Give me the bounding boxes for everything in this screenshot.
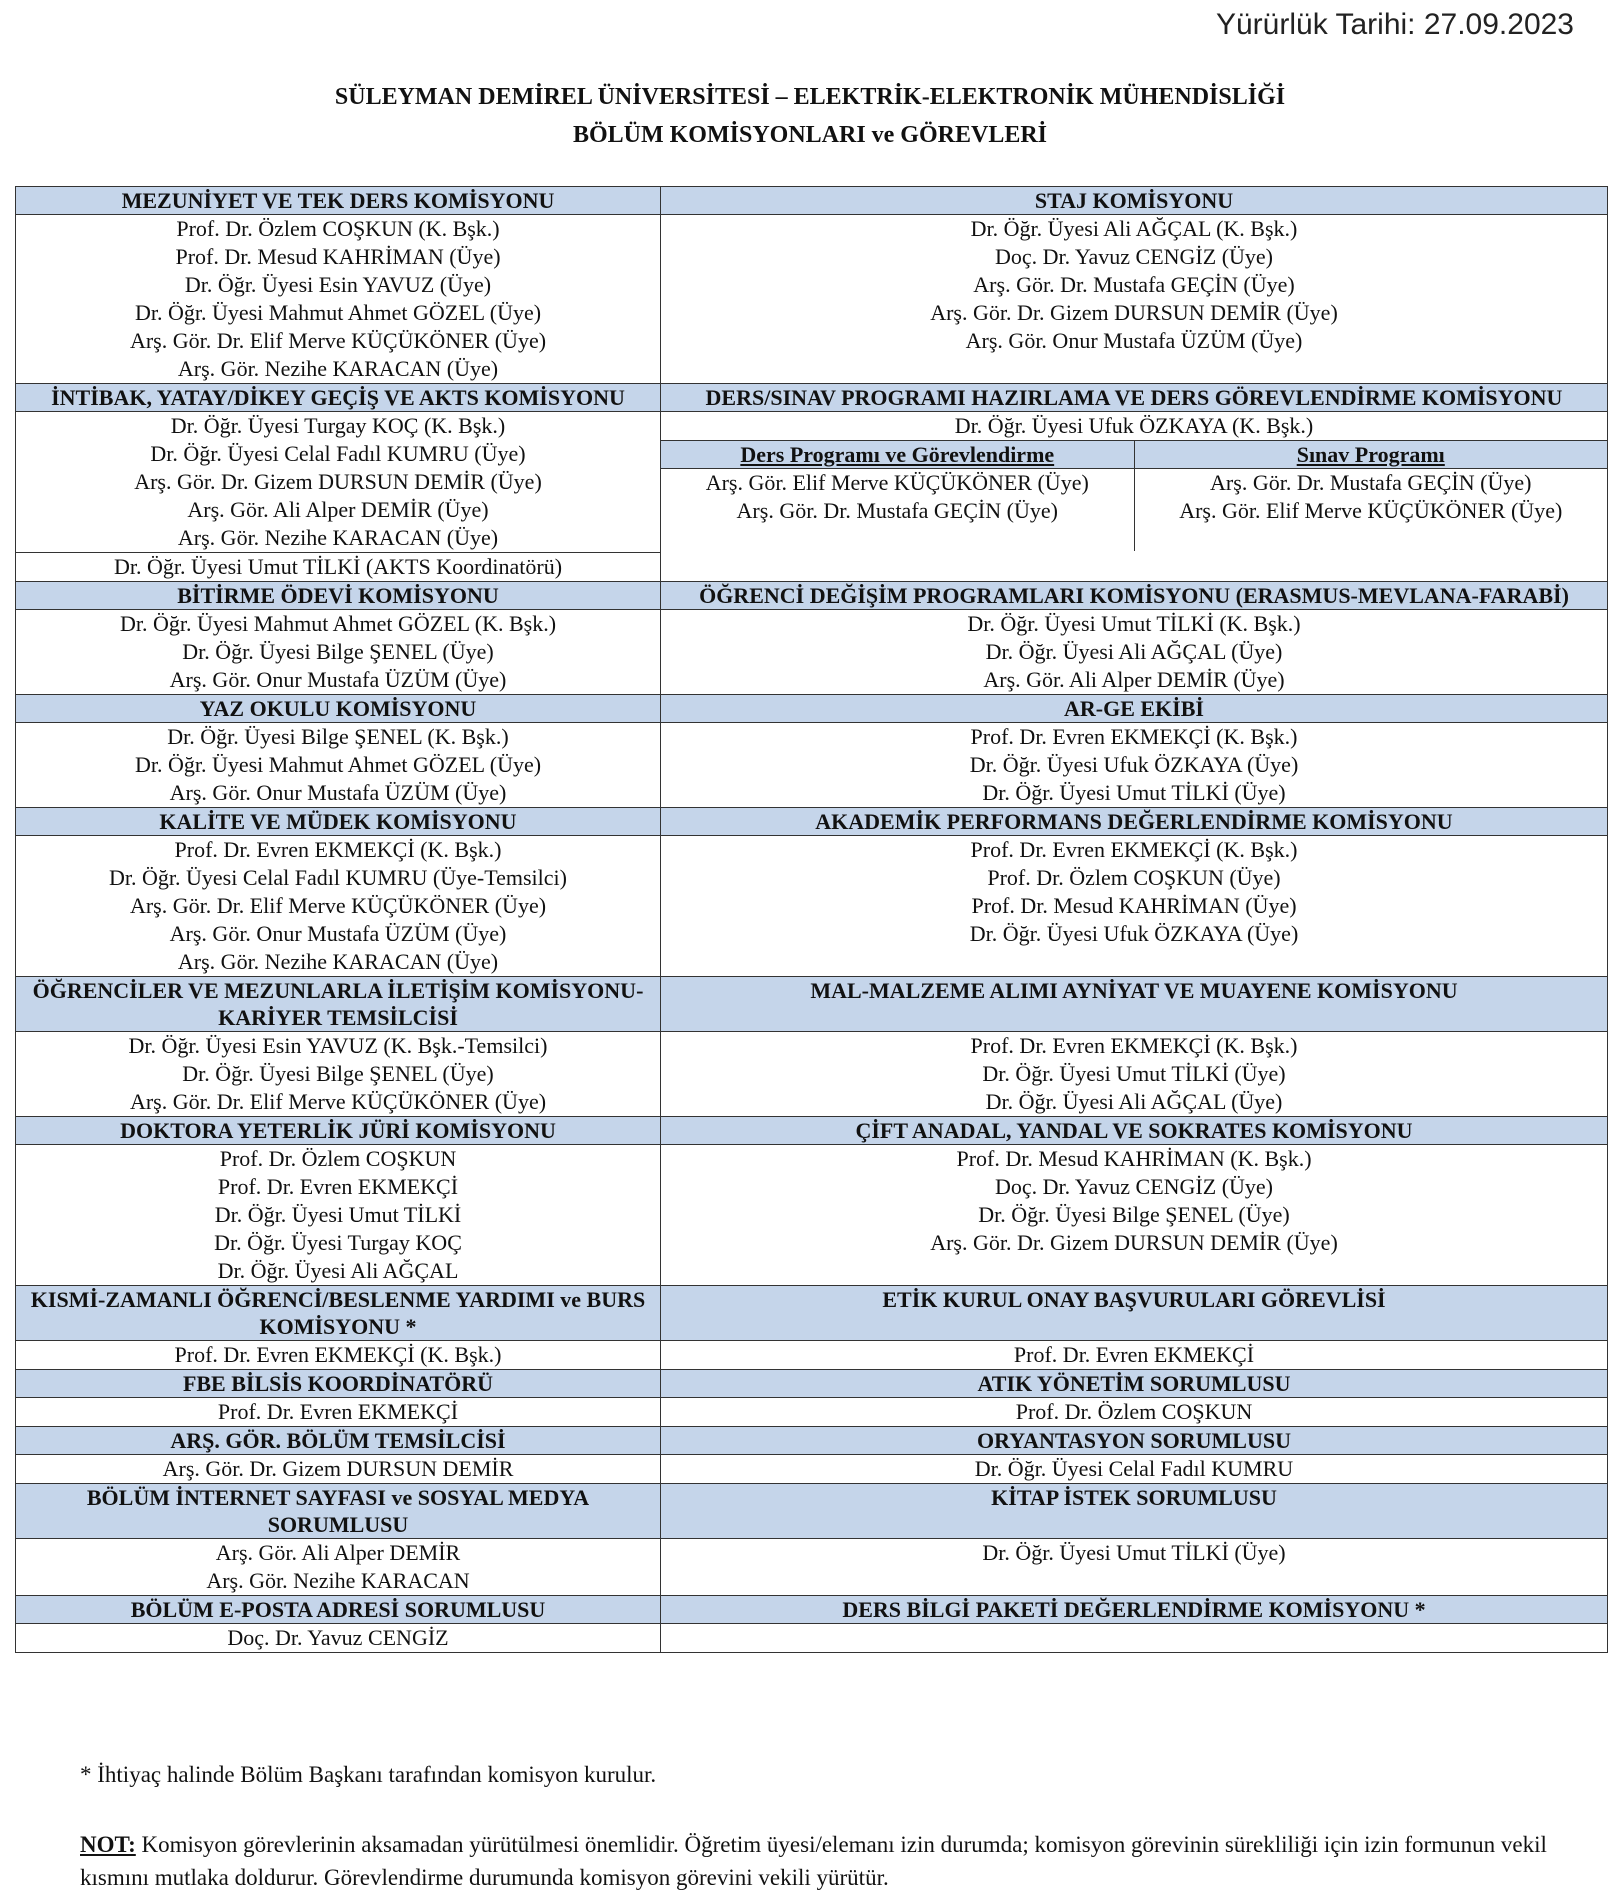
committee-members [661,723,1608,808]
note-paragraph [80,1828,1570,1894]
member-name: Dr. Öğr. Üyesi Mahmut Ahmet GÖZEL (Üye) [134,300,542,325]
committee-members [661,215,1608,384]
committee-members-row [16,1455,1608,1484]
member-name: Dr. Öğr. Üyesi Bilge ŞENEL (Üye) [978,1202,1290,1227]
member-name: Prof. Dr. Evren EKMEKÇİ (K. Bşk.) [174,837,502,862]
member-name: Dr. Öğr. Üyesi Esin YAVUZ (Üye) [184,272,492,297]
committee-header-row [16,695,1608,723]
effective-date: Yürürlük Tarihi: 27.09.2023 [1215,8,1574,41]
committee-title: STAJ KOMİSYONU [661,187,1608,215]
committee-members [661,1455,1608,1484]
member-name: Dr. Öğr. Üyesi Mahmut Ahmet GÖZEL (Üye) [134,752,542,777]
member-name: Dr. Öğr. Üyesi Ali AĞÇAL (Üye) [985,639,1283,664]
committee-header-row [16,977,1608,1032]
committee-members [16,412,661,582]
committee-members-row [16,610,1608,695]
committee-title: ETİK KURUL ONAY BAŞVURULARI GÖREVLİSİ [661,1286,1608,1341]
committee-members [16,836,661,977]
sub-program-table [661,440,1607,551]
committee-title: ORYANTASYON SORUMLUSU [661,1427,1608,1455]
committee-title: FBE BİLSİS KOORDİNATÖRÜ [16,1370,661,1398]
committee-members [16,1539,661,1596]
committee-header-row [16,808,1608,836]
committee-members-row [16,1398,1608,1427]
committee-members [16,1398,661,1427]
member-name: Dr. Öğr. Üyesi Mahmut Ahmet GÖZEL (K. Bşk.) [119,611,557,636]
sub-program-members [1134,469,1607,552]
member-name: Dr. Öğr. Üyesi Turgay KOÇ (K. Bşk.) [170,413,506,438]
member-name: Arş. Gör. Dr. Gizem DURSUN DEMİR (Üye) [930,1230,1338,1255]
member-name: Dr. Öğr. Üyesi Umut TİLKİ (K. Bşk.) [967,611,1301,636]
committee-title: ÖĞRENCİLER VE MEZUNLARLA İLETİŞİM KOMİSYONU-KARİYER TEMSİLCİSİ [16,977,661,1032]
member-name: Dr. Öğr. Üyesi Ali AĞÇAL (K. Bşk.) [970,216,1298,241]
member-name: Prof. Dr. Özlem COŞKUN [1015,1399,1253,1424]
committee-title: KİTAP İSTEK SORUMLUSU [661,1484,1608,1539]
committee-members [661,1539,1608,1596]
member-name: Arş. Gör. Dr. Elif Merve KÜÇÜKÖNER (Üye) [129,893,547,918]
member-name: Dr. Öğr. Üyesi Umut TİLKİ (Üye) [982,1061,1286,1086]
member-name: Arş. Gör. Dr. Gizem DURSUN DEMİR (Üye) [930,300,1338,325]
member-name: Dr. Öğr. Üyesi Ufuk ÖZKAYA (Üye) [969,921,1299,946]
member-name: Prof. Dr. Evren EKMEKÇİ (K. Bşk.) [174,1342,502,1367]
member-name: Dr. Öğr. Üyesi Umut TİLKİ (Üye) [982,780,1286,805]
committee-title: KALİTE VE MÜDEK KOMİSYONU [16,808,661,836]
member-name: Dr. Öğr. Üyesi Ufuk ÖZKAYA (Üye) [969,752,1299,777]
committees-table [15,186,1608,1653]
akts-coordinator: Dr. Öğr. Üyesi Umut TİLKİ (AKTS Koordinatörü) [113,554,563,579]
committee-members-row [16,1624,1608,1653]
committee-title: İNTİBAK, YATAY/DİKEY GEÇİŞ VE AKTS KOMİSYONU [16,384,661,412]
committee-members-row [16,1145,1608,1286]
member-name: Prof. Dr. Evren EKMEKÇİ (K. Bşk.) [970,837,1298,862]
member-list [16,412,660,553]
committee-members [661,1398,1608,1427]
committee-members [16,1032,661,1117]
committee-header-row [16,1484,1608,1539]
committee-title: YAZ OKULU KOMİSYONU [16,695,661,723]
note-text: Komisyon görevlerinin aksamadan yürütülmesi önemlidir. Öğretim üyesi/elemanı izin durumda; komisyon görevinin sürekliliği için izin formunun vekil kısmını mutlaka doldurur. Görevlendirme durumunda komisyon görevini vekili yürütür. [80,1832,1547,1890]
member-name: Arş. Gör. Dr. Gizem DURSUN DEMİR (Üye) [134,469,542,494]
committee-members [661,1032,1608,1117]
committee-members [16,610,661,695]
committee-header-row [16,582,1608,610]
committee-title: KISMİ-ZAMANLI ÖĞRENCİ/BESLENME YARDIMI ve BURS KOMİSYONU * [16,1286,661,1341]
member-name: Prof. Dr. Mesud KAHRİMAN (Üye) [971,893,1297,918]
committee-header-row [16,1370,1608,1398]
committee-title: DOKTORA YETERLİK JÜRİ KOMİSYONU [16,1117,661,1145]
member-name: Arş. Gör. Onur Mustafa ÜZÜM (Üye) [169,780,507,805]
committee-chair: Dr. Öğr. Üyesi Ufuk ÖZKAYA (K. Bşk.) [954,413,1314,438]
member-name: Dr. Öğr. Üyesi Ali AĞÇAL [217,1258,459,1283]
committee-members [16,723,661,808]
member-name: Prof. Dr. Evren EKMEKÇİ (K. Bşk.) [970,724,1298,749]
member-name: Arş. Gör. Onur Mustafa ÜZÜM (Üye) [169,667,507,692]
committee-title: ARŞ. GÖR. BÖLÜM TEMSİLCİSİ [16,1427,661,1455]
committee-title: BÖLÜM İNTERNET SAYFASI ve SOSYAL MEDYA SORUMLUSU [16,1484,661,1539]
sub-program-members [661,469,1134,552]
committee-members [661,1624,1608,1653]
member-name: Dr. Öğr. Üyesi Bilge ŞENEL (K. Bşk.) [167,724,509,749]
member-name: Prof. Dr. Mesud KAHRİMAN (Üye) [175,244,501,269]
committee-title: DERS BİLGİ PAKETİ DEĞERLENDİRME KOMİSYONU * [661,1596,1608,1624]
member-name: Arş. Gör. Elif Merve KÜÇÜKÖNER (Üye) [705,470,1089,495]
member-name: Arş. Gör. Dr. Mustafa GEÇİN (Üye) [1210,470,1532,495]
member-name: Prof. Dr. Evren EKMEKÇİ (K. Bşk.) [970,1033,1298,1058]
member-name: Arş. Gör. Onur Mustafa ÜZÜM (Üye) [965,328,1303,353]
title-line-2: BÖLÜM KOMİSYONLARI ve GÖREVLERİ [572,122,1048,148]
member-name: Dr. Öğr. Üyesi Turgay KOÇ [214,1230,462,1255]
member-name: Dr. Öğr. Üyesi Celal Fadıl KUMRU (Üye-Temsilci) [109,865,567,890]
committee-header-row [16,1117,1608,1145]
committee-header-row [16,187,1608,215]
member-name: Prof. Dr. Özlem COŞKUN (K. Bşk.) [176,216,500,241]
member-name: Dr. Öğr. Üyesi Celal Fadıl KUMRU (Üye) [150,441,526,466]
committee-members [16,1624,661,1653]
sub-program-title: Sınav Programı [1134,441,1607,469]
member-name: Arş. Gör. Nezihe KARACAN (Üye) [177,525,499,550]
committee-header-row [16,1427,1608,1455]
committee-members [661,610,1608,695]
committee-title: DERS/SINAV PROGRAMI HAZIRLAMA VE DERS GÖREVLENDİRME KOMİSYONU [661,384,1608,412]
member-name: Arş. Gör. Ali Alper DEMİR (Üye) [187,497,489,522]
member-name: Dr. Öğr. Üyesi Umut TİLKİ (Üye) [982,1540,1286,1565]
committee-members [661,1341,1608,1370]
committee-members [661,836,1608,977]
committee-header-row [16,1596,1608,1624]
member-name: Doç. Dr. Yavuz CENGİZ (Üye) [994,1174,1273,1199]
member-name: Arş. Gör. Onur Mustafa ÜZÜM (Üye) [169,921,507,946]
member-name: Arş. Gör. Nezihe KARACAN (Üye) [177,356,499,381]
committee-header-row [16,384,1608,412]
committee-title: AKADEMİK PERFORMANS DEĞERLENDİRME KOMİSYONU [661,808,1608,836]
member-name: Prof. Dr. Özlem COŞKUN [219,1146,457,1171]
committee-members-row [16,836,1608,977]
member-name: Dr. Öğr. Üyesi Esin YAVUZ (K. Bşk.-Temsilci) [128,1033,548,1058]
committee-members-row [16,412,1608,582]
member-name: Dr. Öğr. Üyesi Celal Fadıl KUMRU [974,1456,1294,1481]
member-name: Dr. Öğr. Üyesi Bilge ŞENEL (Üye) [182,1061,494,1086]
member-name: Prof. Dr. Evren EKMEKÇİ [217,1399,459,1424]
committee-members-row [16,215,1608,384]
committee-members [661,412,1608,582]
committee-title: ÇİFT ANADAL, YANDAL VE SOKRATES KOMİSYONU [661,1117,1608,1145]
committee-members-row [16,1539,1608,1596]
member-name: Arş. Gör. Ali Alper DEMİR (Üye) [983,667,1285,692]
member-name: Prof. Dr. Evren EKMEKÇİ [217,1174,459,1199]
committee-members-row [16,1341,1608,1370]
document-title [0,78,1620,154]
member-name: Prof. Dr. Özlem COŞKUN (Üye) [987,865,1281,890]
committee-title: MEZUNİYET VE TEK DERS KOMİSYONU [16,187,661,215]
committee-title: AR-GE EKİBİ [661,695,1608,723]
member-name: Arş. Gör. Nezihe KARACAN (Üye) [177,949,499,974]
committee-members-row [16,723,1608,808]
member-name: Arş. Gör. Ali Alper DEMİR [215,1540,461,1565]
committee-title: MAL-MALZEME ALIMI AYNİYAT VE MUAYENE KOMİSYONU [661,977,1608,1032]
committee-members [16,1341,661,1370]
committee-header-row [16,1286,1608,1341]
committee-title: ATIK YÖNETİM SORUMLUSU [661,1370,1608,1398]
member-name: Arş. Gör. Dr. Elif Merve KÜÇÜKÖNER (Üye) [129,328,547,353]
committee-members-row [16,1032,1608,1117]
committee-title: BÖLÜM E-POSTA ADRESİ SORUMLUSU [16,1596,661,1624]
sub-program-title: Ders Programı ve Görevlendirme [661,441,1134,469]
committee-members [16,1455,661,1484]
title-line-1: SÜLEYMAN DEMİREL ÜNİVERSİTESİ – ELEKTRİK-ELEKTRONİK MÜHENDİSLİĞİ [334,84,1286,110]
member-name: Arş. Gör. Dr. Mustafa GEÇİN (Üye) [973,272,1295,297]
committee-title: BİTİRME ÖDEVİ KOMİSYONU [16,582,661,610]
member-name: Dr. Öğr. Üyesi Bilge ŞENEL (Üye) [182,639,494,664]
member-name: Prof. Dr. Mesud KAHRİMAN (K. Bşk.) [956,1146,1312,1171]
member-name: Dr. Öğr. Üyesi Ali AĞÇAL (Üye) [985,1089,1283,1114]
committee-title: ÖĞRENCİ DEĞİŞİM PROGRAMLARI KOMİSYONU (ERASMUS-MEVLANA-FARABİ) [661,582,1608,610]
member-name: Arş. Gör. Dr. Gizem DURSUN DEMİR [162,1456,514,1481]
member-name: Arş. Gör. Nezihe KARACAN [206,1568,470,1593]
committee-members [16,215,661,384]
member-name: Arş. Gör. Dr. Mustafa GEÇİN (Üye) [736,498,1058,523]
member-name: Arş. Gör. Elif Merve KÜÇÜKÖNER (Üye) [1179,498,1563,523]
member-name: Doç. Dr. Yavuz CENGİZ (Üye) [994,244,1273,269]
member-name: Dr. Öğr. Üyesi Umut TİLKİ [214,1202,462,1227]
note-label: NOT: [80,1832,136,1857]
member-name: Prof. Dr. Evren EKMEKÇİ [1013,1342,1255,1367]
member-name: Arş. Gör. Dr. Elif Merve KÜÇÜKÖNER (Üye) [129,1089,547,1114]
footnote: * İhtiyaç halinde Bölüm Başkanı tarafından komisyon kurulur. [80,1762,657,1787]
member-name: Doç. Dr. Yavuz CENGİZ [227,1625,449,1650]
committee-members [661,1145,1608,1286]
committee-members [16,1145,661,1286]
